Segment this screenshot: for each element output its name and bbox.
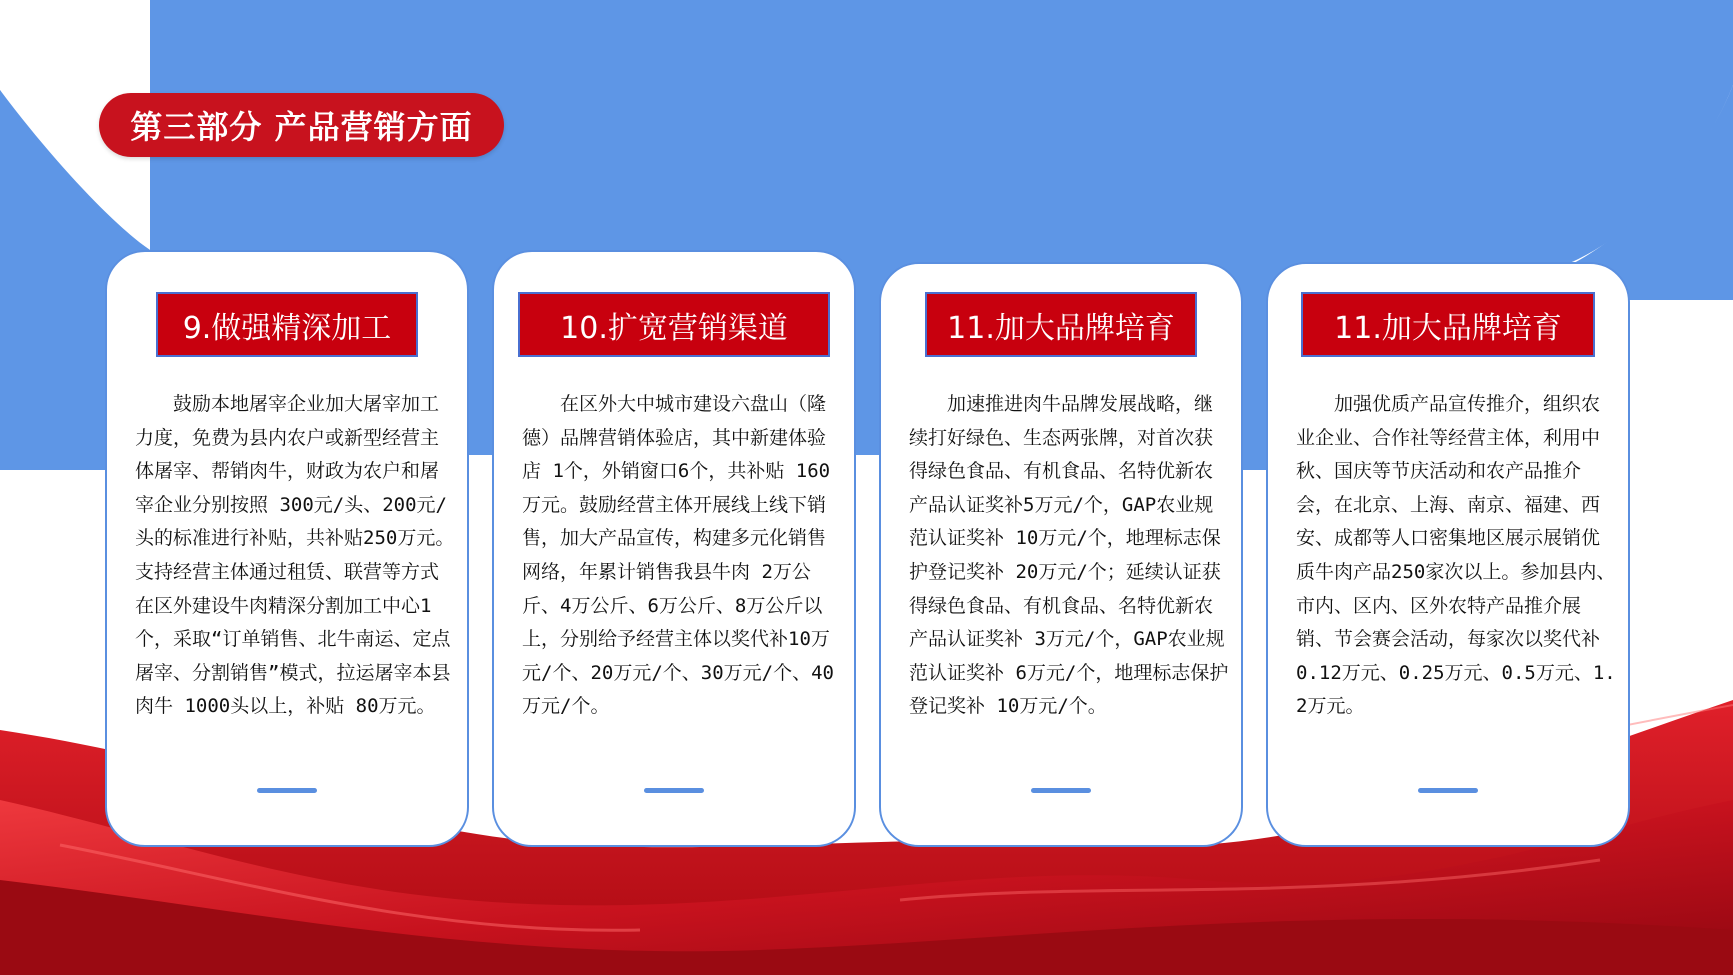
card-title: 11.加大品牌培育 <box>925 292 1197 357</box>
card-title: 9.做强精深加工 <box>156 292 418 357</box>
card-dash-indicator <box>1031 788 1091 793</box>
card-body: 鼓励本地屠宰企业加大屠宰加工力度，免费为县内农户或新型经营主体屠宰、帮销肉牛，财政为农户和屠宰企业分别按照 300元/头、200元/头的标准进行补贴，共补贴250万元。支持经营主体通过租赁、联营等方式在区外建设牛肉精深分割加工中心1个，采取“订单销售、北牛南运、定点屠宰、分割销售”模式，拉运屠宰本县肉牛 1000头以上，补贴 80万元。 <box>135 393 455 718</box>
card-body: 加强优质产品宣传推介，组织农业企业、合作社等经营主体，利用中秋、国庆等节庆活动和农产品推介会，在北京、上海、南京、福建、西安、成都等人口密集地区展示展销优质牛肉产品250家次以上。参加县内、市内、区内、区外农特产品推介展销、节会赛会活动，每家次以奖代补0.12万元、0.25万元、0.5万元、1.2万元。 <box>1296 393 1616 718</box>
card-title: 11.加大品牌培育 <box>1301 292 1595 357</box>
card-brand-promotion <box>1266 262 1630 847</box>
card-dash-indicator <box>644 788 704 793</box>
card-dash-indicator <box>1418 788 1478 793</box>
card-brand-building <box>879 262 1243 847</box>
card-body: 在区外大中城市建设六盘山（隆德）品牌营销体验店，其中新建体验店 1个，外销窗口6个，共补贴 160万元。鼓励经营主体开展线上线下销售，加大产品宣传，构建多元化销售网络，年累计销售我县牛肉 2万公斤、4万公斤、6万公斤、8万公斤以上，分别给予经营主体以奖代补10万元/个、20万元/个、30万元/个、40万元/个。 <box>522 393 834 718</box>
card-processing <box>105 250 469 847</box>
section-title: 第三部分 产品营销方面 <box>99 93 504 157</box>
card-body: 加速推进肉牛品牌发展战略，继续打好绿色、生态两张牌，对首次获得绿色食品、有机食品、名特优新农产品认证奖补5万元/个，GAP农业规范认证奖补 10万元/个，地理标志保护登记奖补 20万元/个；延续认证获得绿色食品、有机食品、名特优新农产品认证奖补 3万元/个，GAP农业规范认证奖补 6万元/个，地理标志保护登记奖补 10万元/个。 <box>909 393 1229 718</box>
card-dash-indicator <box>257 788 317 793</box>
card-marketing-channels <box>492 250 856 847</box>
card-title: 10.扩宽营销渠道 <box>518 292 830 357</box>
